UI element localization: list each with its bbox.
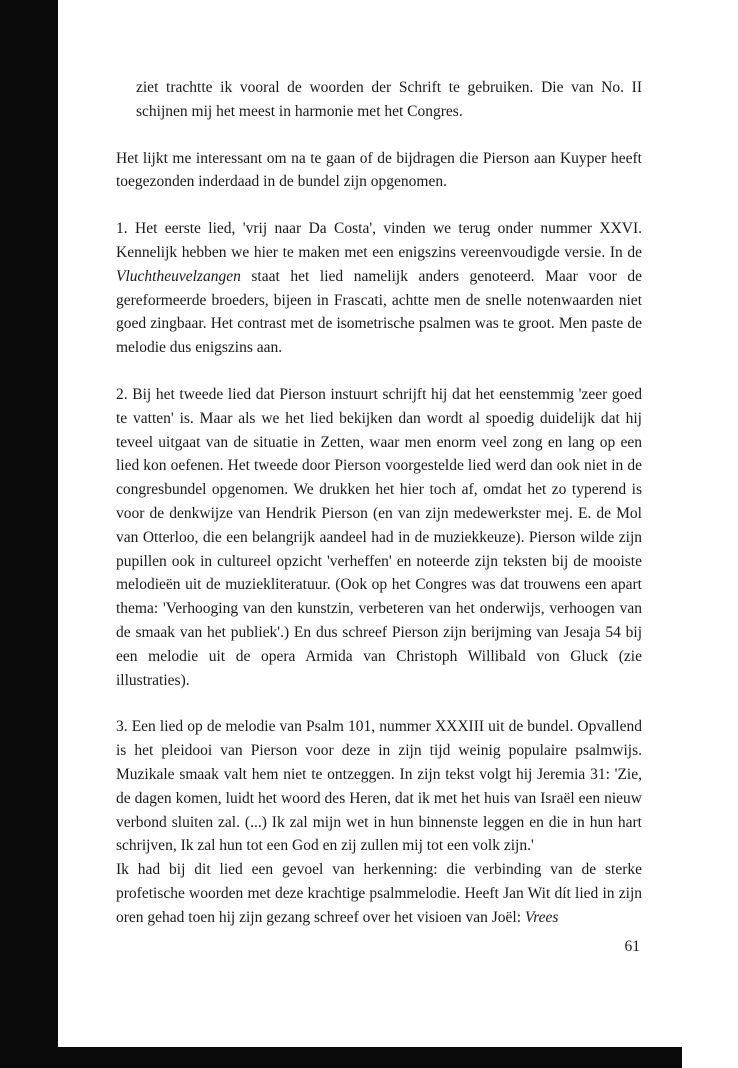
paragraph-first-song-part-a: 1. Het eerste lied, 'vrij naar Da Costa', vinden we terug onder nummer XXVI. Kennelijk hebben we hier te maken met een enigszins vereenvoudigde versie. In de xyxy=(116,220,642,261)
page-body xyxy=(116,76,642,930)
paragraph-intro: Het lijkt me interessant om na te gaan of de bijdragen die Pierson aan Kuyper heeft toegezonden inderdaad in de bundel zijn opgenomen. xyxy=(116,149,642,191)
paragraph-letter-quote: ziet trachtte ik vooral de woorden der Schrift te gebruiken. Die van No. II schijnen mij het meest in harmonie met het Congres. xyxy=(136,79,642,120)
italic-word-vrees: Vrees xyxy=(524,908,559,926)
page-number: 61 xyxy=(624,938,640,955)
scan-left-border xyxy=(0,0,58,1068)
paragraph-recognition-text: Ik had bij dit lied een gevoel van herkenning: die verbinding van de sterke profetische woorden met deze krachtige psalmmelodie. Heeft Jan Wit dít lied in zijn oren gehad toen hij zijn gezang schreef over het visioen van Joël: xyxy=(116,861,642,926)
scan-bottom-border xyxy=(58,1047,682,1068)
paragraph-second-song: 2. Bij het tweede lied dat Pierson instuurt schrijft hij dat het eenstemmig 'zeer goed te vatten' is. Maar als we het lied bekijken dan wordt al spoedig duidelijk dat hij teveel uitgaat van de situatie in Zetten, waar men enorm veel zong en lang op een lied kon oefenen. Het tweede door Pierson voorgestelde lied werd dan ook niet in de congresbundel opgenomen. We drukken het hier toch af, omdat het zo typerend is voor de denkwijze van Hendrik Pierson (en van zijn medewerkster mej. E. de Mol van Otterloo, die een belangrijk aandeel had in de muziekkeuze). Pierson wilde zijn pupillen ook in cultureel opzicht 'verheffen' en noteerde zijn teksten bij de mooiste melodieën uit de muziekliteratuur. (Ook op het Congres was dat trouwens een apart thema: 'Verhooging van den kunstzin, verbeteren van het onderwijs, verhoogen van de smaak van het publiek'.) En dus schreef Pierson zijn berijming van Jesaja 54 bij een melodie uit de opera Armida van Christoph Willibald von Gluck (zie illustraties). xyxy=(116,385,642,689)
paragraph-first-song-part-b: staat het lied namelijk anders genoteerd. Maar voor de gereformeerde broeders, bijeen in Frascati, achtte men de snelle notenwaarden niet goed zingbaar. Het contrast met de isometrische psalmen was te groot. Men paste de melodie dus enigszins aan. xyxy=(116,267,642,357)
paragraph-first-song xyxy=(116,217,642,360)
paragraph-recognition xyxy=(116,858,642,929)
italic-title-vluchtheuvelzangen: Vluchtheuvelzangen xyxy=(116,267,241,285)
paragraph-third-song: 3. Een lied op de melodie van Psalm 101, nummer XXXIII uit de bundel. Opvallend is het pleidooi van Pierson voor deze in zijn tijd weinig populaire psalmwijs. Muzikale smaak valt hem niet te ontzeggen. In zijn tekst volgt hij Jeremia 31: 'Zie, de dagen komen, luidt het woord des Heren, dat ik met het huis van Israël een nieuw verbond sluiten zal. (...) Ik zal mijn wet in hun binnenste leggen en die in hun hart schrijven, Ik zal hun tot een God en zij zullen mij tot een volk zijn.' xyxy=(116,718,642,855)
